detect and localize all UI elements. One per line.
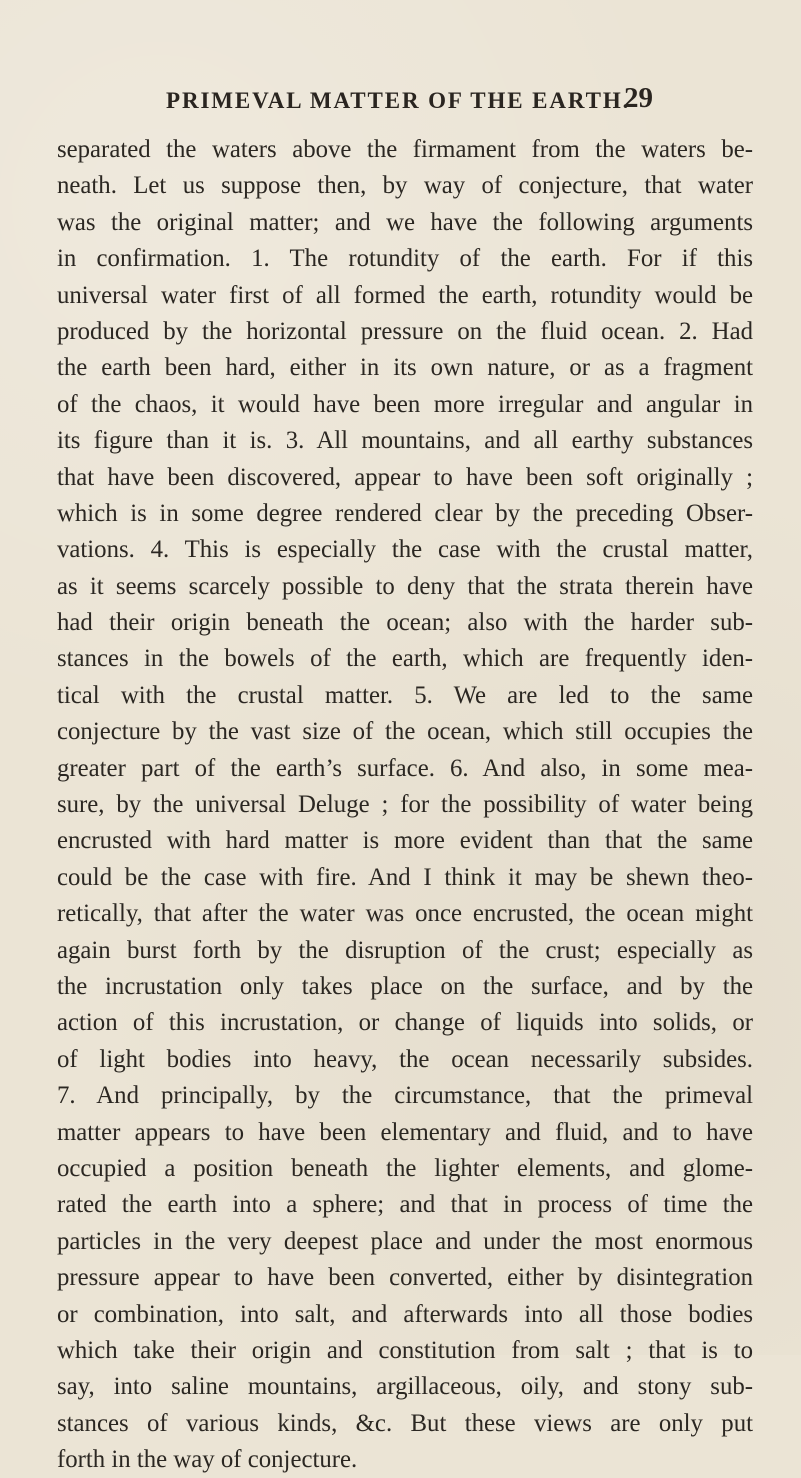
text-line: greater part of the earth’s surface. 6. And also, in some mea- xyxy=(57,754,753,782)
running-title: PRIMEVAL MATTER OF THE EARTH. xyxy=(166,88,631,113)
text-line: stances of various kinds, &c. But these views are only put xyxy=(57,1409,753,1437)
text-line-last: forth in the way of conjecture. xyxy=(57,1446,358,1474)
text-line: retically, that after the water was once encrusted, the ocean might xyxy=(57,900,753,928)
text-line: occupied a position beneath the lighter elements, and glome- xyxy=(57,1154,753,1182)
text-line: of light bodies into heavy, the ocean necessarily subsides. xyxy=(57,1045,753,1073)
text-line: the incrustation only takes place on the surface, and by the xyxy=(57,972,753,1000)
running-header xyxy=(0,84,801,124)
text-line: pressure appear to have been converted, either by disintegration xyxy=(57,1264,753,1292)
text-line: 7. And principally, by the circumstance, that the primeval xyxy=(57,1082,753,1110)
text-line: its figure than it is. 3. All mountains, and all earthy substances xyxy=(57,427,753,455)
text-line: neath. Let us suppose then, by way of conjecture, that water xyxy=(57,172,753,200)
page-number: 29 xyxy=(624,82,653,114)
text-line: had their origin beneath the ocean; also with the harder sub- xyxy=(57,609,753,637)
body-text xyxy=(57,132,753,1478)
text-line: that have been discovered, appear to have been soft originally ; xyxy=(57,463,753,491)
text-line: or combination, into salt, and afterwards into all those bodies xyxy=(57,1300,753,1328)
text-line: which is in some degree rendered clear by the preceding Obser- xyxy=(57,499,753,527)
text-line: tical with the crustal matter. 5. We are led to the same xyxy=(57,681,753,709)
text-line: rated the earth into a sphere; and that in process of time the xyxy=(57,1191,753,1219)
text-line: encrusted with hard matter is more evident than that the same xyxy=(57,827,753,855)
text-line: again burst forth by the disruption of the crust; especially as xyxy=(57,936,753,964)
text-line: in confirmation. 1. The rotundity of the earth. For if this xyxy=(57,245,753,273)
text-line: which take their origin and constitution from salt ; that is to xyxy=(57,1336,753,1364)
text-line: particles in the very deepest place and under the most enormous xyxy=(57,1227,753,1255)
text-line: stances in the bowels of the earth, which are frequently iden- xyxy=(57,645,753,673)
text-line: universal water first of all formed the earth, rotundity would be xyxy=(57,281,753,309)
text-line: produced by the horizontal pressure on the fluid ocean. 2. Had xyxy=(57,317,753,345)
text-line: vations. 4. This is especially the case with the crustal matter, xyxy=(57,536,753,564)
text-line: of the chaos, it would have been more irregular and angular in xyxy=(57,390,753,418)
text-line: conjecture by the vast size of the ocean, which still occupies the xyxy=(57,718,753,746)
text-line: matter appears to have been elementary and fluid, and to have xyxy=(57,1118,753,1146)
text-line: could be the case with fire. And I think it may be shewn theo- xyxy=(57,863,753,891)
text-line: as it seems scarcely possible to deny that the strata therein have xyxy=(57,572,753,600)
text-line: action of this incrustation, or change of liquids into solids, or xyxy=(57,1009,753,1037)
text-line: the earth been hard, either in its own nature, or as a fragment xyxy=(57,354,753,382)
text-line: say, into saline mountains, argillaceous, oily, and stony sub- xyxy=(57,1373,753,1401)
text-line: sure, by the universal Deluge ; for the possibility of water being xyxy=(57,791,753,819)
text-line: was the original matter; and we have the following arguments xyxy=(57,208,753,236)
text-line: separated the waters above the firmament from the waters be- xyxy=(57,136,753,163)
